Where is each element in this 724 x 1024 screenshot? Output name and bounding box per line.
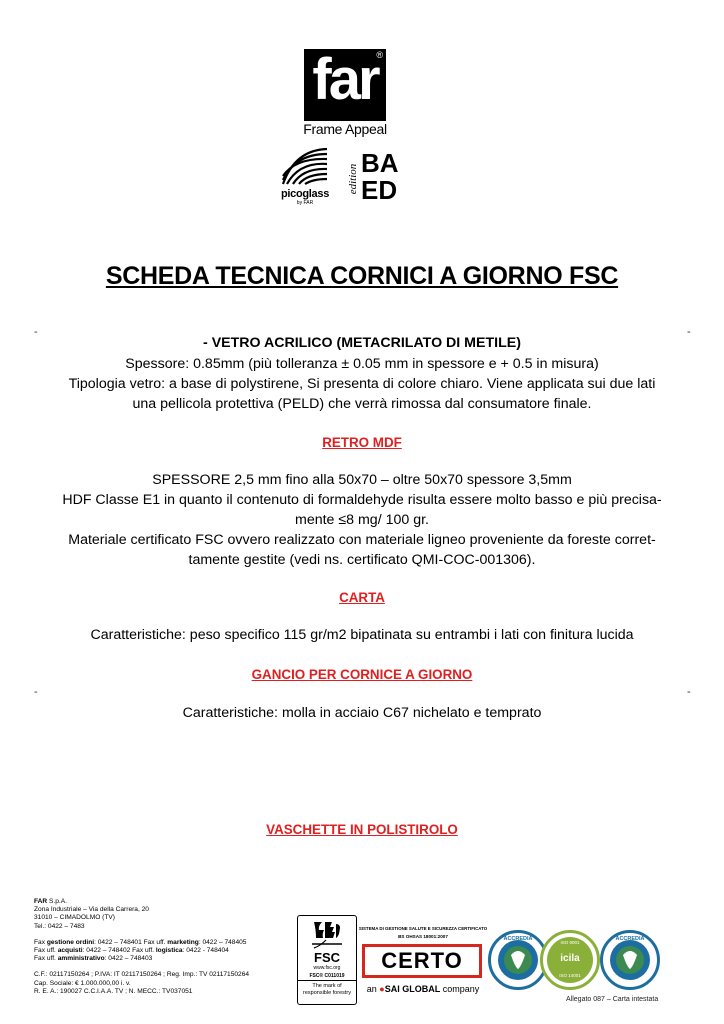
legal-line: Cap. Sociale: € 1.000.000,00 i. v. (34, 979, 131, 987)
carta-heading: CARTA (339, 590, 385, 605)
registered-mark: ® (376, 50, 383, 60)
fsc-tree-icon (310, 920, 344, 950)
certo-badge (358, 922, 488, 996)
vetro-line: Spessore: 0.85mm (più tolleranza ± 0.05 mm in spessore e + 0.5 in misura) (125, 356, 599, 372)
vetro-heading: - VETRO ACRILICO (METACRILATO DI METILE) (203, 335, 521, 351)
accredia-label: ACCREDIA (615, 936, 645, 942)
retro-line: SPESSORE 2,5 mm fino alla 50x70 – oltre 50x70 spessore 3,5mm (152, 472, 572, 488)
retro-line: Materiale certificato FSC ovvero realizzato con materiale ligneo proveniente da foreste corret- (68, 532, 656, 548)
fax-text: Fax uff. (34, 947, 58, 955)
baed-letter-a: A (379, 148, 399, 178)
icila-name: icila (560, 953, 580, 964)
edition-word: edition (347, 163, 359, 195)
gancio-line: Caratteristiche: molla in acciaio C67 nichelato e temprato (182, 705, 542, 721)
far-logo-text: far (312, 47, 378, 112)
picoglass-name: picoglass (280, 188, 330, 200)
fax-line (34, 947, 294, 955)
sai-dot-icon: ● (379, 984, 385, 994)
fsc-mark-text (298, 983, 356, 996)
fax-text: : 0422 – 748405 (198, 938, 247, 946)
retro-line: tamente gestite (vedi ns. certificato QMI-COC-001306). (188, 552, 536, 568)
far-logo (304, 49, 386, 121)
certo-sai: SAI GLOBAL (384, 984, 441, 994)
legal-line: C.F.: 02117150264 ; P.IVA: IT 02117150264 ; Reg. Imp.: TV 02117150264 (34, 971, 250, 979)
accredia-seal-right (600, 930, 660, 990)
icila-seal (540, 930, 600, 990)
margin-dash: - (34, 326, 38, 338)
certo-name: CERTO (372, 950, 472, 972)
fax-text: Fax (34, 938, 47, 946)
certo-system: SISTEMA DI GESTIONE SALUTE E SICUREZZA CERTIFICATO (358, 926, 488, 931)
legal-line: R. E. A.: 190027 C.C.I.A.A. TV ; N. MECC.: TV037051 (34, 987, 193, 995)
baed-letters (361, 150, 411, 206)
telephone: Tel.: 0422 – 7483 (34, 922, 85, 930)
fax-dept: acquisti (57, 947, 83, 955)
certo-sai-line (358, 984, 488, 994)
address-line: 31010 – CIMADOLMO (TV) (34, 914, 115, 922)
fax-text: : 0422 – 748403 (104, 955, 153, 963)
fsc-code: FSC® C011019 (309, 973, 345, 979)
company-name: FAR (34, 898, 48, 905)
edition-word-wrap (345, 154, 359, 206)
certo-company: company (442, 984, 480, 994)
accredia-label: ACCREDIA (503, 936, 533, 942)
fax-dept: logistica (155, 947, 183, 955)
fsc-divider (298, 980, 356, 981)
picoglass-by: by FAR (296, 200, 314, 206)
tagline: Frame Appeal (303, 121, 387, 137)
carta-line: Caratteristiche: peso specifico 115 gr/m2 bipatinata su entrambi i lati con finitura lucida (90, 627, 634, 643)
accredia-seal-left (488, 930, 548, 990)
fax-line (34, 939, 294, 947)
retro-line: mente ≤8 mg/ 100 gr. (295, 512, 429, 528)
fax-dept: amministrativo (57, 955, 105, 963)
gancio-heading: GANCIO PER CORNICE A GIORNO (251, 667, 473, 682)
fax-dept: gestione ordini (46, 938, 95, 946)
fax-text: : 0422 – 748402 Fax uff. (82, 947, 156, 955)
margin-dash: - (687, 326, 691, 338)
page-title: SCHEDA TECNICA CORNICI A GIORNO FSC (105, 262, 619, 290)
retro-line: HDF Classe E1 in quanto il contenuto di formaldehyde risulta essere molto basso e più precisa- (62, 492, 662, 508)
fsc-mark-line1: The mark of (312, 983, 342, 989)
baed-letter-d: D (378, 175, 398, 205)
baed-letter-b: B (361, 148, 380, 178)
iso-14001: ISO 14001 (559, 973, 581, 978)
baed-letter-e: E (361, 175, 379, 205)
certo-an: an (366, 984, 377, 994)
fsc-url: www.fsc.org (313, 965, 341, 971)
fsc-mark-line2: responsible forestry (303, 989, 351, 996)
footer-company-info (34, 898, 294, 996)
fsc-badge (297, 915, 357, 1005)
fsc-name: FSC (314, 950, 340, 965)
company-suffix: S.p.A. (47, 898, 67, 905)
fax-line (34, 955, 294, 963)
fax-dept: marketing (167, 938, 199, 946)
fax-text: : 0422 - 748404 (182, 947, 229, 955)
allegato-note: Allegato 087 – Carta intestata (566, 996, 659, 1003)
margin-dash: - (687, 686, 691, 698)
fax-text: Fax uff. (34, 955, 58, 963)
iso-9001: ISO 9001 (560, 940, 580, 945)
fax-text: : 0422 – 748401 Fax uff. (94, 938, 168, 946)
vetro-line: Tipologia vetro: a base di polystirene, Si presenta di colore chiaro. Viene applicata sui due lati (68, 376, 656, 392)
certo-standard: BS OHSAS 18001:2007 (398, 934, 448, 939)
margin-dash: - (34, 686, 38, 698)
address-line: Zona Industriale – Via della Carrera, 20 (34, 906, 149, 914)
vaschette-heading: VASCHETTE IN POLISTIROLO (266, 822, 458, 837)
baed-edition-logo (345, 150, 415, 206)
retro-heading: RETRO MDF (322, 435, 402, 450)
vetro-line: una pellicola protettiva (PELD) che verrà rimossa dal consumatore finale. (132, 396, 592, 412)
